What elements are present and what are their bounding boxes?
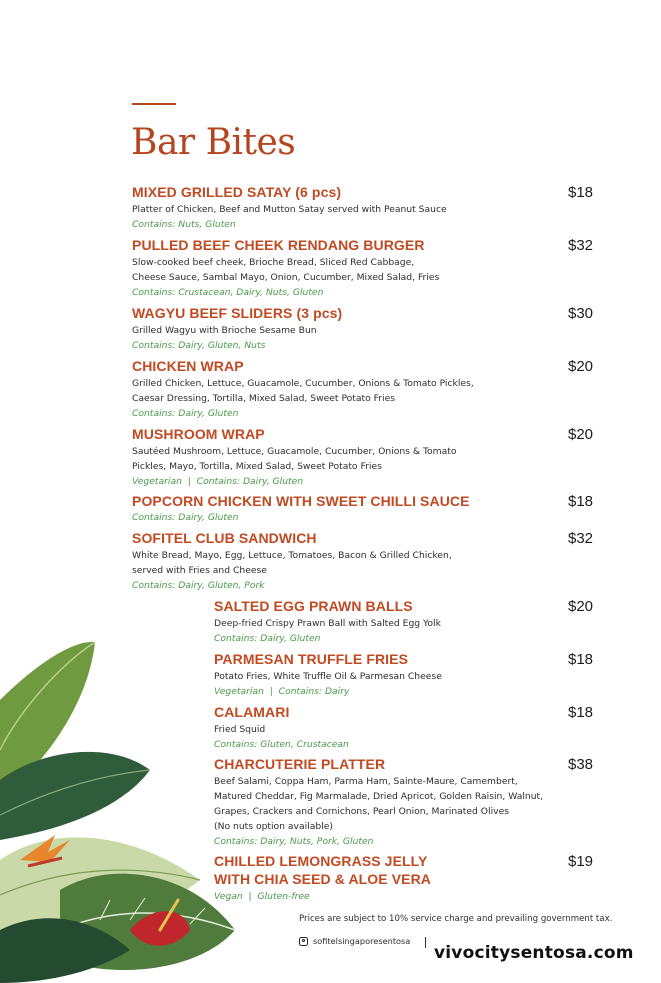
item-price: $18 (568, 493, 594, 510)
menu-item-charcuterie-platter (214, 755, 543, 849)
item-desc-line: White Bread, Mayo, Egg, Lettuce, Tomatoes, Bacon & Grilled Chicken, (132, 550, 452, 561)
item-price: $18 (568, 184, 594, 201)
item-name: PULLED BEEF CHEEK RENDANG BURGER (132, 237, 425, 253)
item-desc-line: Grilled Wagyu with Brioche Sesame Bun (132, 325, 317, 336)
item-desc-line: Grilled Chicken, Lettuce, Guacamole, Cucumber, Onions & Tomato Pickles, (132, 378, 474, 389)
item-allergens: Vegetarian | Contains: Dairy, Gluten (132, 476, 304, 487)
menu-item-rendang-burger (132, 236, 439, 300)
item-price: $20 (568, 358, 594, 375)
item-desc-line: Sautéed Mushroom, Lettuce, Guacamole, Cucumber, Onions & Tomato (132, 446, 457, 457)
item-price: $32 (568, 237, 594, 254)
item-allergens: Vegetarian | Contains: Dairy (214, 686, 350, 697)
item-allergens: Contains: Dairy, Gluten, Pork (132, 580, 265, 591)
item-price: $20 (568, 598, 594, 615)
item-desc-line: (No nuts option available) (214, 821, 333, 832)
item-desc-line: Beef Salami, Coppa Ham, Parma Ham, Sainte-Maure, Camembert, (214, 776, 518, 787)
social-handle: sofitelsingaporesentosa (313, 936, 411, 946)
item-desc-line: Slow-cooked beef cheek, Brioche Bread, Sliced Red Cabbage, (132, 257, 415, 268)
item-allergens: Contains: Dairy, Gluten (214, 633, 321, 644)
item-price: $19 (568, 853, 594, 870)
instagram-icon (299, 937, 308, 946)
footer-divider (425, 937, 426, 948)
item-name: CHICKEN WRAP (132, 358, 244, 374)
item-allergens: Contains: Crustacean, Dairy, Nuts, Gluten (132, 287, 324, 298)
item-desc-line: Potato Fries, White Truffle Oil & Parmesan Cheese (214, 671, 442, 682)
item-name: SOFITEL CLUB SANDWICH (132, 530, 317, 546)
item-name: CHARCUTERIE PLATTER (214, 756, 386, 772)
item-desc-line: Cheese Sauce, Sambal Mayo, Onion, Cucumber, Mixed Salad, Fries (132, 272, 440, 283)
menu-item-popcorn-chicken (132, 492, 470, 525)
service-charge-note: Prices are subject to 10% service charge and prevailing government tax. (299, 914, 613, 924)
item-desc-line: Fried Squid (214, 724, 266, 735)
item-name: MIXED GRILLED SATAY (6 pcs) (132, 184, 342, 200)
menu-item-mixed-grilled-satay (132, 183, 447, 232)
item-name: POPCORN CHICKEN WITH SWEET CHILLI SAUCE (132, 493, 470, 509)
menu-item-chicken-wrap (132, 357, 474, 421)
item-price: $18 (568, 651, 594, 668)
item-name: MUSHROOM WRAP (132, 426, 265, 442)
item-desc-line: Matured Cheddar, Fig Marmalade, Dried Apricot, Golden Raisin, Walnut, (214, 791, 544, 802)
menu-item-wagyu-sliders (132, 304, 342, 353)
item-name: WAGYU BEEF SLIDERS (3 pcs) (132, 305, 343, 321)
item-allergens: Contains: Dairy, Gluten (132, 408, 239, 419)
item-price: $20 (568, 426, 594, 443)
item-allergens: Contains: Nuts, Gluten (132, 219, 236, 230)
item-name-line: CHILLED LEMONGRASS JELLY (214, 853, 428, 869)
menu-item-mushroom-wrap (132, 425, 456, 489)
item-name: CALAMARI (214, 704, 290, 720)
item-desc-line: Pickles, Mayo, Tortilla, Mixed Salad, Sweet Potato Fries (132, 461, 382, 472)
item-name: PARMESAN TRUFFLE FRIES (214, 651, 409, 667)
item-dietary: Vegan | Gluten-free (214, 891, 310, 902)
tropical-foliage-illustration (0, 630, 250, 983)
item-price: $18 (568, 704, 594, 721)
item-desc-line: Platter of Chicken, Beef and Mutton Satay served with Peanut Sauce (132, 204, 447, 215)
item-allergens: Contains: Dairy, Gluten (132, 512, 239, 523)
item-allergens: Contains: Dairy, Nuts, Pork, Gluten (214, 836, 374, 847)
item-name: SALTED EGG PRAWN BALLS (214, 598, 413, 614)
item-desc-line: Caesar Dressing, Tortilla, Mixed Salad, Sweet Potato Fries (132, 393, 396, 404)
item-desc-line: Deep-fried Crispy Prawn Ball with Salted Egg Yolk (214, 618, 441, 629)
item-allergens: Contains: Dairy, Gluten, Nuts (132, 340, 266, 351)
social-link[interactable] (299, 936, 410, 946)
item-desc-line: served with Fries and Cheese (132, 565, 267, 576)
page-title: Bar Bites (131, 122, 296, 163)
title-rule (132, 103, 176, 105)
menu-item-club-sandwich (132, 529, 452, 593)
item-desc-line: Grapes, Crackers and Cornichons, Pearl Onion, Marinated Olives (214, 806, 510, 817)
item-price: $32 (568, 530, 594, 547)
watermark: vivocitysentosa.com (434, 943, 634, 963)
item-price: $30 (568, 305, 594, 322)
item-name-line: WITH CHIA SEED & ALOE VERA (214, 871, 432, 887)
item-allergens: Contains: Gluten, Crustacean (214, 739, 349, 750)
item-price: $38 (568, 756, 594, 773)
